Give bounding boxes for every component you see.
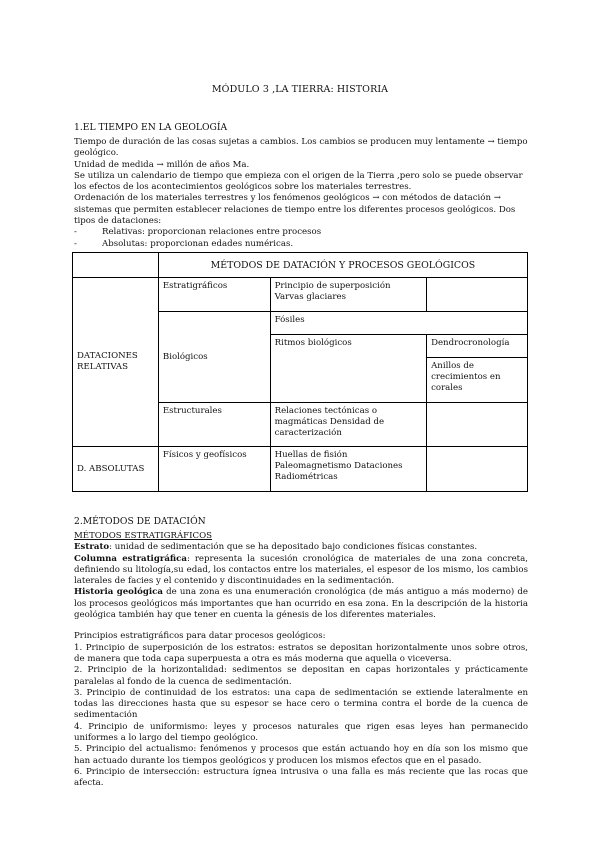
principle-item: 3. Principio de continuidad de los estratos: una capa de sedimentación se extiende lateralmente en todas las direcciones hasta que su espesor se hace cero o termina contra el borde de la cuenca de sedimentación xyxy=(74,687,528,721)
cell-anillos: Anillos de crecimientos en corales xyxy=(431,361,501,393)
absolutas-label: D. ABSOLUTAS xyxy=(73,447,159,492)
section2-body xyxy=(74,531,528,790)
cell-estructurales-detail: Relaciones tectónicas o magmáticas Densidad de caracterización xyxy=(270,403,426,447)
list-item: - Relativas: proporcionan relaciones entre procesos xyxy=(74,227,322,238)
paragraph: Historia geológica de una zona es una enumeración cronológica (de más antiguo a más moderno) de los procesos geológicos más importantes que han ocurrido en esa zona. En la descripción de la historia geológica también hay que tener en cuenta la génesis de los diferentes materiales. xyxy=(74,587,528,621)
principle-item: 6. Principio de intersección: estructura ígnea intrusiva o una falla es más reciente que las rocas que afecta. xyxy=(74,766,528,789)
paragraph: Se utiliza un calendario de tiempo que empieza con el origen de la Tierra ,pero solo se puede observar los efectos de los acontecimientos geológicos sobre los materiales terrestres. xyxy=(74,170,523,193)
principle-item: 2. Principio de la horizontalidad: sedimentos se depositan en capas horizontales y prácticamente paralelas al fondo de la cuenca de sedimentación. xyxy=(74,665,528,687)
cell-estratigraficos-detail: Principio de superposición Varvas glaciares xyxy=(270,278,426,312)
section1-body xyxy=(74,137,528,250)
section2-heading: 2.MÉTODOS DE DATACIÓN xyxy=(74,516,206,527)
paragraph: Ordenación de los materiales terrestres y los fenómenos geológicos → con métodos de datación → sistemas que permiten establecer relaciones de tiempo entre los diferentes procesos geológicos. Dos tipos de dataciones: xyxy=(74,193,516,227)
section1-heading: 1.EL TIEMPO EN LA GEOLOGÍA xyxy=(74,122,228,133)
relativas-label: DATACIONES RELATIVAS xyxy=(73,278,159,447)
cell-estructurales: Estructurales xyxy=(158,403,270,447)
page-title: MÓDULO 3 ,LA TIERRA: HISTORIA xyxy=(211,84,389,95)
cell-fosiles: Fósiles xyxy=(270,312,527,335)
principle-item: 5. Principio del actualismo: fenómenos y procesos que están actuando hoy en día son los mismo que han actuado durante los tiempos geológicos y producen los mismos efectos que en el pasado. xyxy=(74,744,528,766)
table-header: MÉTODOS DE DATACIÓN Y PROCESOS GEOLÓGICOS xyxy=(158,253,527,278)
principle-item: 4. Principio de uniformismo: leyes y procesos naturales que rigen esas leyes han permanecido uniformes a lo largo del tiempo geológico. xyxy=(74,721,528,744)
cell-fisicos: Físicos y geofísicos xyxy=(158,447,270,492)
list-item: - Absolutas: proporcionan edades numéricas. xyxy=(74,238,294,249)
paragraph: Tiempo de duración de las cosas sujetas a cambios. Los cambios se producen muy lentamente → tiempo geológico. xyxy=(74,137,528,159)
cell-dendro: Dendrocronología xyxy=(427,335,527,358)
cell-fisicos-detail: Huellas de fisión Paleomagnetismo Dataciones Radiométricas xyxy=(270,447,426,492)
paragraph: Estrato: unidad de sedimentación que se ha depositado bajo condiciones físicas constantes. xyxy=(74,542,478,553)
paragraph: Unidad de medida → millón de años Ma. xyxy=(74,159,250,170)
principle-item: 1. Principio de superposición de los estratos: estratos se depositan horizontalmente unos sobre otros, de manera que toda capa superpuesta a otra es más moderna que aquella o viceversa. xyxy=(74,642,528,664)
subheading: MÉTODOS ESTRATIGRÁFICOS xyxy=(74,531,213,541)
cell-ritmos: Ritmos biológicos xyxy=(270,335,426,403)
principles-intro: Principios estratigráficos para datar procesos geológicos: xyxy=(74,631,326,642)
cell-estratigraficos: Estratigráficos xyxy=(158,278,270,312)
paragraph: Columna estratigráfica: representa la sucesión cronológica de materiales de una zona concreta, definiendo su litología,su edad, los contactos entre los materiales, el espesor de los mismo, los cambios laterales de facies y el contenido y discontinuidades en la sedimentación. xyxy=(74,553,528,587)
cell-biologicos: Biológicos xyxy=(158,312,270,403)
dating-methods-table xyxy=(72,252,528,492)
cell-ritmos-sub xyxy=(427,335,528,403)
